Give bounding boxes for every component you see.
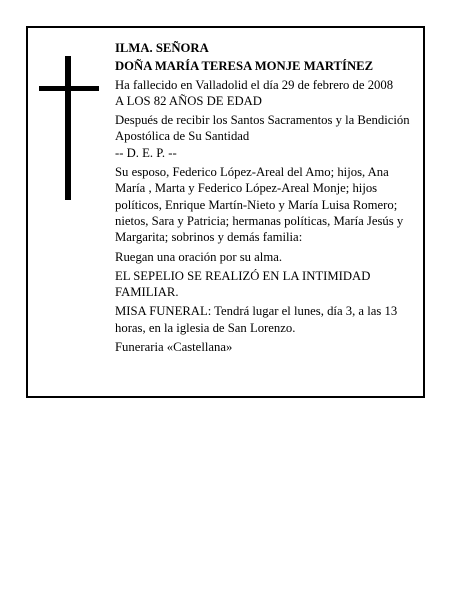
age-line: A LOS 82 AÑOS DE EDAD xyxy=(115,93,262,108)
obituary-notice xyxy=(26,26,425,398)
notice-title: ILMA. SEÑORA xyxy=(115,41,209,55)
death-line: Ha fallecido en Valladolid el día 29 de febrero de 2008 xyxy=(115,77,394,92)
cross-icon xyxy=(39,56,99,200)
family-line: Su esposo, Federico López-Areal del Amo; hijos, Ana María , Marta y Federico López-Areal Monje; hijos políticos, Enrique Martín-Nieto y María Luisa Romero; nietos, Sara y Patricia; hermanas políticas, María Jesús y Margarita; sobrinos y demás familia: xyxy=(115,165,404,245)
prayer-line: Ruegan una oración por su alma. xyxy=(115,249,283,264)
rip-line: -- D. E. P. -- xyxy=(115,145,177,160)
mass-line: MISA FUNERAL: Tendrá lugar el lunes, día 3, a las 13 horas, en la iglesia de San Lorenzo. xyxy=(115,304,398,335)
notice-text xyxy=(115,40,421,355)
cross-vertical-bar xyxy=(65,56,71,200)
funeral-home-line: Funeraria «Castellana» xyxy=(115,340,233,355)
cross-horizontal-bar xyxy=(39,86,99,91)
deceased-name: DOÑA MARÍA TERESA MONJE MARTÍNEZ xyxy=(115,59,374,74)
sacraments-line: Después de recibir los Santos Sacramentos y la Bendición Apostólica de Su Santidad xyxy=(115,113,410,144)
burial-line: EL SEPELIO SE REALIZÓ EN LA INTIMIDAD FAMILIAR. xyxy=(115,268,371,300)
